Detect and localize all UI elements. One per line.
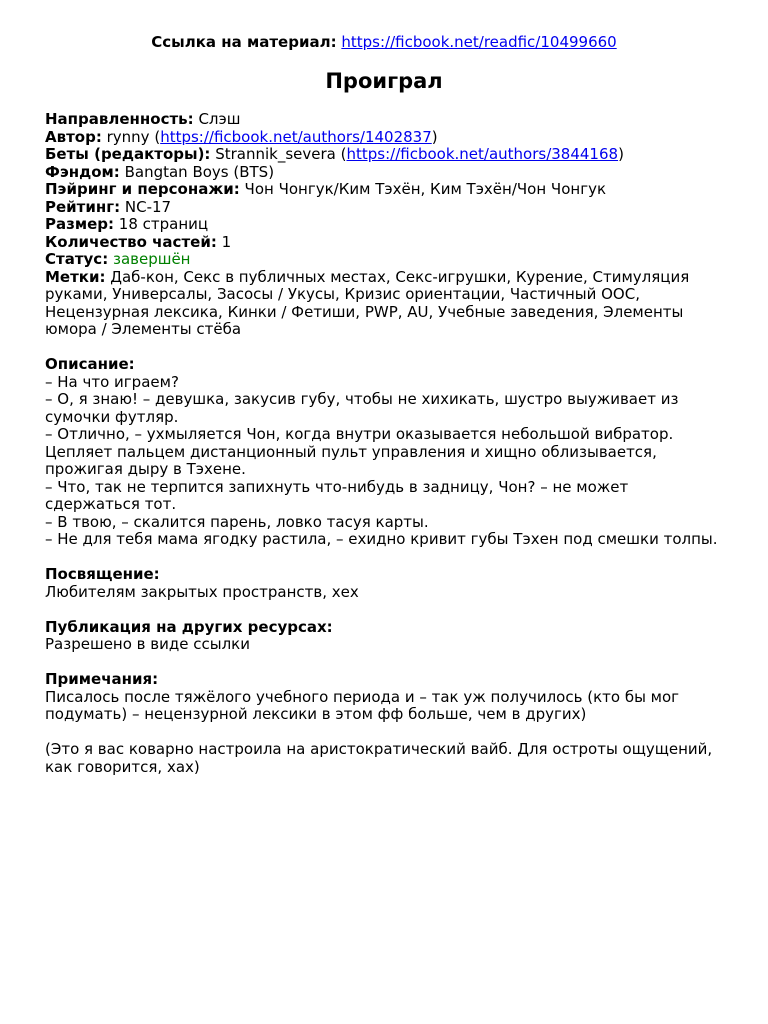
- notes-paragraph-2: (Это я вас коварно настроила на аристократический вайб. Для остроты ощущений, как говорится, хах): [45, 740, 713, 776]
- meta-fandom: [45, 164, 725, 182]
- source-link[interactable]: https://ficbook.net/readfic/10499660: [341, 33, 617, 51]
- meta-author-name: rynny: [106, 127, 150, 146]
- meta-pairing-label: Пэйринг и персонажи:: [45, 180, 240, 198]
- meta-direction-value: Слэш: [198, 110, 241, 128]
- meta-fandom-value: Bangtan Boys (BTS): [124, 162, 275, 181]
- meta-status: [45, 251, 725, 269]
- dedication-text: Любителям закрытых пространств, хех: [45, 582, 359, 601]
- description-line: – Что, так не терпится запихнуть что-нибудь в задницу, Чон? – не может сдержаться тот.: [45, 477, 629, 513]
- meta-parts-label: Количество частей:: [45, 232, 217, 251]
- publication-heading: Публикация на других ресурсах:: [45, 617, 333, 636]
- document-page: [45, 33, 725, 776]
- meta-parts-value: 1: [221, 232, 232, 251]
- meta-tags: [45, 269, 725, 339]
- meta-status-label: Статус:: [45, 250, 109, 268]
- meta-size-value: 18 страниц: [118, 215, 209, 233]
- meta-author-label: Автор:: [45, 127, 102, 146]
- source-line: [0, 33, 768, 51]
- author-link[interactable]: https://ficbook.net/authors/1402837: [160, 127, 432, 146]
- meta-size: [45, 216, 725, 234]
- source-label: Ссылка на материал:: [151, 33, 337, 51]
- meta-direction-label: Направленность:: [45, 110, 194, 128]
- dedication-heading: Посвящение:: [45, 565, 160, 583]
- beta-link[interactable]: https://ficbook.net/authors/3844168: [346, 145, 619, 163]
- notes-heading: Примечания:: [45, 670, 159, 688]
- publication-section: [45, 619, 725, 654]
- description-line: – Не для тебя мама ягодку растила, – ехидно кривит губы Тэхен под смешки толпы.: [45, 530, 718, 548]
- description-line: – На что играем?: [45, 372, 179, 391]
- meta-tags-label: Метки:: [45, 267, 106, 286]
- meta-betas: Беты (редакторы): Strannik_severa (https://ficbook.net/authors/3844168): [45, 145, 624, 163]
- description-line: – В твою, – скалится парень, ловко тасуя карты.: [45, 512, 429, 531]
- meta-parts: [45, 234, 725, 252]
- work-title: Проиграл: [325, 69, 443, 93]
- notes-paragraph-1: Писалось после тяжёлого учебного периода и – так уж получилось (кто бы мог подумать) – нецензурной лексики в этом фф больше, чем в других): [45, 687, 680, 723]
- meta-pairing-value: Чон Чонгук/Ким Тэхён, Ким Тэхён/Чон Чонгук: [244, 180, 607, 198]
- description-section: [45, 356, 725, 549]
- meta-pairing: [45, 181, 725, 199]
- meta-betas-name: Strannik_severa: [215, 145, 336, 163]
- description-line: – Отлично, – ухмыляется Чон, когда внутри оказывается небольшой вибратор. Цепляет пальцем дистанционный пульт управления и хищно облизывается, прожигая дыру в Тэхене.: [45, 425, 674, 478]
- meta-size-label: Размер:: [45, 215, 115, 233]
- publication-text: Разрешено в виде ссылки: [45, 635, 250, 653]
- description-heading: Описание:: [45, 355, 135, 373]
- description-line: – О, я знаю! – девушка, закусив губу, чтобы не хихикать, шустро выуживает из сумочки футляр.: [45, 390, 679, 426]
- meta-betas-label: Беты (редакторы):: [45, 145, 211, 163]
- meta-rating: [45, 199, 725, 217]
- notes-section: [45, 671, 725, 776]
- meta-author: Автор: rynny (https://ficbook.net/authors/1402837): [45, 127, 438, 146]
- dedication-section: [45, 566, 725, 601]
- metadata-block: [45, 111, 725, 339]
- meta-rating-label: Рейтинг:: [45, 197, 121, 216]
- meta-fandom-label: Фэндом:: [45, 162, 120, 181]
- meta-tags-value: Даб-кон, Секс в публичных местах, Секс-игрушки, Курение, Стимуляция руками, Универсалы, Засосы / Укусы, Кризис ориентации, Частичный ООС, Нецензурная лексика, Кинки / Фетиши, PWP, AU, Учебные заведения, Элементы юмора / Элементы стёба: [45, 267, 690, 338]
- meta-direction: [45, 111, 725, 129]
- meta-rating-value: NC-17: [124, 197, 172, 216]
- status-value: завершён: [112, 250, 191, 268]
